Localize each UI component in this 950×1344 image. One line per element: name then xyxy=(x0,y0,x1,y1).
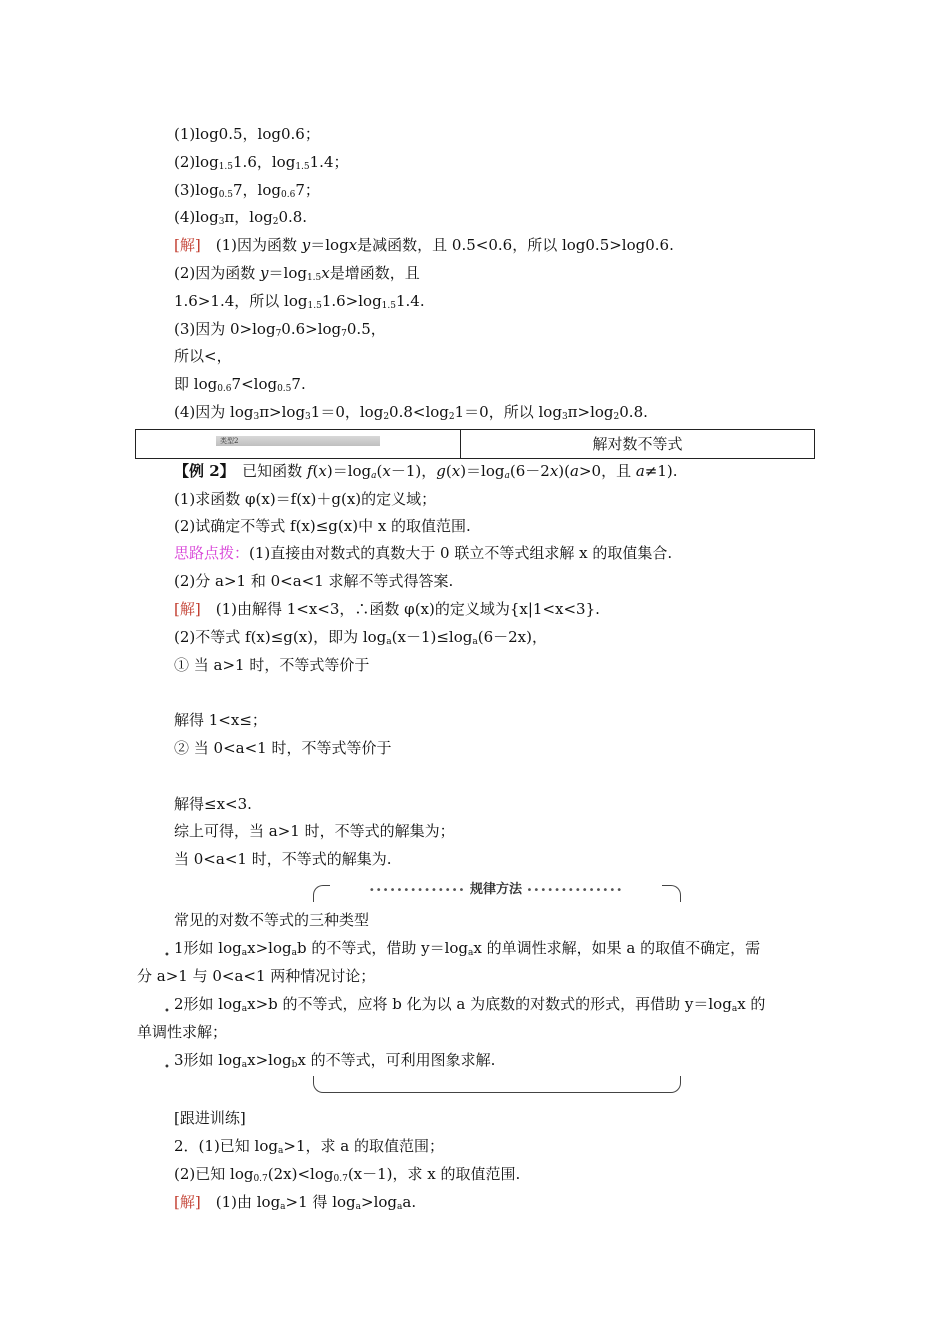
method-rule-1: 1形如 $\log_ax>\log_ab$ 的不等式，借助 $y=\log_ax$ 的单调性求解，如果 a 的取值不确定，需 xyxy=(174,939,761,958)
solution-line-4: (3)因为 $0>\log_70.6>\log_70.5$， xyxy=(174,320,386,339)
category-badge: 类型2 xyxy=(216,436,380,446)
problem-3: $(3)\log_{0.5}7$，$\log_{0.6}7$； xyxy=(174,181,320,200)
solution-b-6: 解得≤x<3. xyxy=(174,795,252,813)
bullet-3: • xyxy=(164,1062,170,1073)
solution-b-7: 综上可得，当 a>1 时，不等式的解集为； xyxy=(174,822,455,840)
category-header xyxy=(135,429,815,459)
solution-b-2: (2)不等式 f(x)≤g(x)，即为 $\log_a(x-1)\le\log_a(6-2x)$， xyxy=(174,628,547,647)
method-rule-1-cont: 分 a>1 与 0<a<1 两种情况讨论； xyxy=(137,967,376,985)
solution-line-3: 1.6>1.4，所以 $\log_{1.5}1.6>\log_{1.5}1.4$. xyxy=(174,292,425,311)
category-title: 解对数不等式 xyxy=(592,435,683,453)
hint-line-2: (2)分 a>1 和 0<a<1 求解不等式得答案. xyxy=(174,572,454,590)
method-rule-2-cont: 单调性求解； xyxy=(137,1023,228,1041)
solution-b-3: ① 当 a>1 时，不等式等价于 xyxy=(174,656,370,674)
question-2: (2)试确定不等式 f(x)≤g(x)中 x 的取值范围. xyxy=(174,517,471,535)
method-title: •••••••••••••• 规律方法 •••••••••••••• xyxy=(330,880,662,900)
method-heading: 常见的对数不等式的三种类型 xyxy=(174,911,370,929)
solution-line-7: (4)因为 $\log_3\pi>\log_31=0$，$\log_20.8<\log_21=0$，所以 $\log_3\pi>\log_20.8$. xyxy=(174,403,648,422)
method-rule-3: 3形如 $\log_ax>\log_bx$ 的不等式，可利用图象求解. xyxy=(174,1051,496,1070)
practice-solution: [解] (1)由 $\log_a>1$ 得 $\log_a>\log_aa$. xyxy=(174,1193,417,1212)
solution-b-8: 当 0<a<1 时，不等式的解集为. xyxy=(174,850,392,868)
practice-q2: (2)已知 $\log_{0.7}(2x)<\log_{0.7}(x-1)$，求 x 的取值范围. xyxy=(174,1165,521,1184)
problem-4: $(4)\log_3\pi$，$\log_20.8$. xyxy=(174,208,308,227)
hint-line-1: 思路点拨：(1)直接由对数式的真数大于 0 联立不等式组求解 x 的取值集合. xyxy=(174,544,673,562)
example-2-statement: 【例 2】 已知函数 $f(x)=\log_a(x-1)$，$g(x)=\log_a(6-2x)(a>0$，且 a≠1). xyxy=(174,462,678,481)
bullet-1: • xyxy=(164,950,170,961)
problem-1: (1)log0.5，log0.6； xyxy=(174,125,320,143)
method-box-bottom xyxy=(313,1076,681,1093)
solution-b-5: ② 当 0<a<1 时，不等式等价于 xyxy=(174,739,392,757)
problem-2: $(2)\log_{1.5}1.6$，$\log_{1.5}1.4$； xyxy=(174,153,349,172)
category-badge-cell xyxy=(136,430,461,458)
solution-line-6: 即 $\log_{0.6}7<\log_{0.5}7$. xyxy=(174,375,306,394)
solution-line-2: (2)因为函数 $y=\log_{1.5}x$是增函数，且 xyxy=(174,264,420,283)
question-1: (1)求函数 φ(x)＝f(x)＋g(x)的定义域； xyxy=(174,490,437,508)
practice-q1: 2．(1)已知 $\log_a>1$，求 a 的取值范围； xyxy=(174,1137,444,1156)
practice-label: [跟进训练] xyxy=(174,1109,246,1127)
solution-b-1: [解] (1)由解得 1<x<3，∴函数 φ(x)的定义域为{x|1<x<3}. xyxy=(174,600,600,618)
bullet-2: • xyxy=(164,1006,170,1017)
method-rule-2: 2形如 $\log_ax>b$ 的不等式，应将 b 化为以 a 为底数的对数式的形式，再借助 $y=\log_ax$ 的 xyxy=(174,995,766,1014)
solution-line-5: 所以<， xyxy=(174,347,232,365)
solution-line-1: [解] (1)因为函数 y＝logx是减函数，且 0.5<0.6，所以 log0.5>log0.6. xyxy=(174,236,674,254)
solution-b-4: 解得 1<x≤； xyxy=(174,711,267,729)
